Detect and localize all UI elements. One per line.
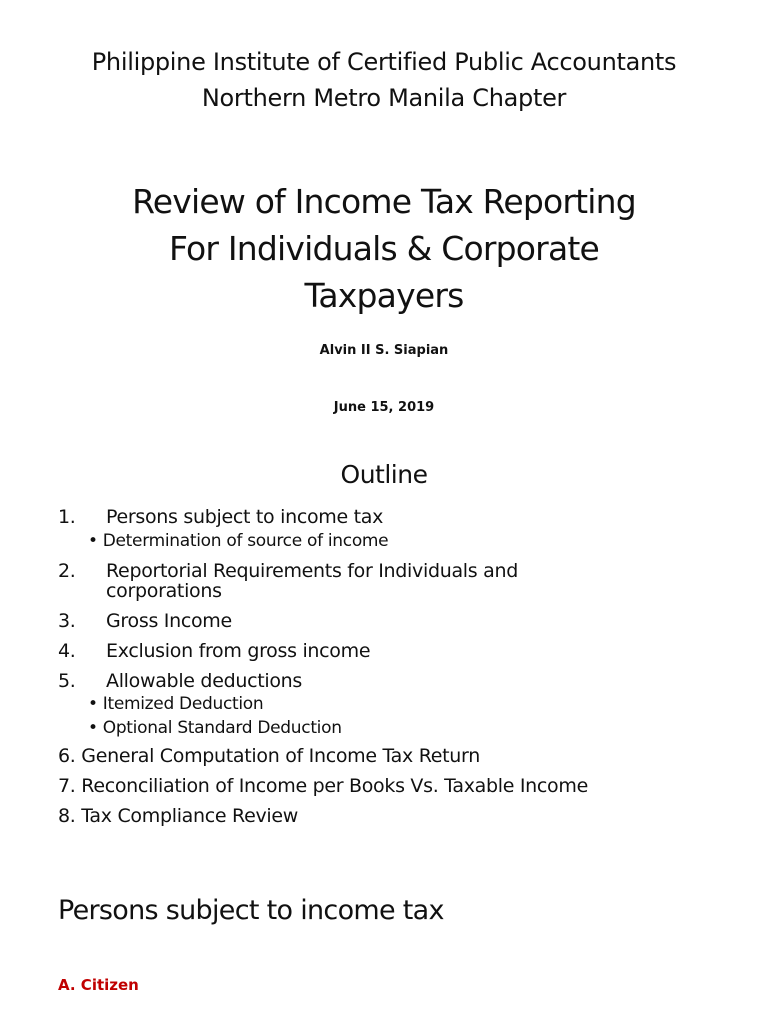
item-text: Persons subject to income tax	[106, 506, 384, 528]
item-text: 7. Reconciliation of Income per Books Vs. Taxable Income	[58, 775, 588, 797]
outline-item	[0, 610, 768, 634]
item-number: 5.	[58, 670, 76, 692]
subitem-text: Determination of source of income	[102, 531, 389, 551]
outline-item	[0, 775, 768, 799]
item-text: 8. Tax Compliance Review	[58, 805, 299, 827]
item-number: 4.	[58, 640, 76, 662]
doc-title-line3: Taxpayers	[304, 276, 464, 315]
item-number: 2.	[58, 560, 76, 582]
item-text-continued: corporations	[106, 580, 222, 602]
outline-item	[0, 745, 768, 769]
outline-subitem	[88, 718, 342, 738]
item-text: Allowable deductions	[106, 670, 303, 692]
subitem-text: Optional Standard Deduction	[102, 718, 342, 738]
item-text: Exclusion from gross income	[106, 640, 371, 662]
outline-item	[0, 640, 768, 664]
item-number: 3.	[58, 610, 76, 632]
chapter-name: Northern Metro Manila Chapter	[201, 84, 567, 112]
subitem-text: Itemized Deduction	[102, 694, 264, 714]
outline-item	[0, 560, 768, 604]
outline-item	[0, 670, 768, 694]
section-heading: Persons subject to income tax	[58, 895, 444, 926]
outline-subitem	[88, 694, 263, 714]
bullet-icon: •	[88, 694, 98, 714]
outline-item	[0, 805, 768, 829]
section-subheading: A. Citizen	[58, 976, 139, 994]
outline-subitem	[88, 531, 388, 551]
outline-item	[0, 506, 768, 530]
item-text: Reportorial Requirements for Individuals and	[106, 560, 518, 582]
item-number: 1.	[58, 506, 76, 528]
outline-heading: Outline	[340, 460, 428, 489]
presentation-date: June 15, 2019	[333, 400, 435, 415]
bullet-icon: •	[88, 531, 98, 551]
doc-title-line1: Review of Income Tax Reporting	[132, 182, 636, 221]
author-name: Alvin II S. Siapian	[319, 343, 449, 358]
doc-title-line2: For Individuals & Corporate	[168, 229, 600, 268]
org-name: Philippine Institute of Certified Public Accountants	[91, 48, 677, 76]
item-text: 6. General Computation of Income Tax Return	[58, 745, 480, 767]
bullet-icon: •	[88, 718, 98, 738]
item-text: Gross Income	[106, 610, 232, 632]
